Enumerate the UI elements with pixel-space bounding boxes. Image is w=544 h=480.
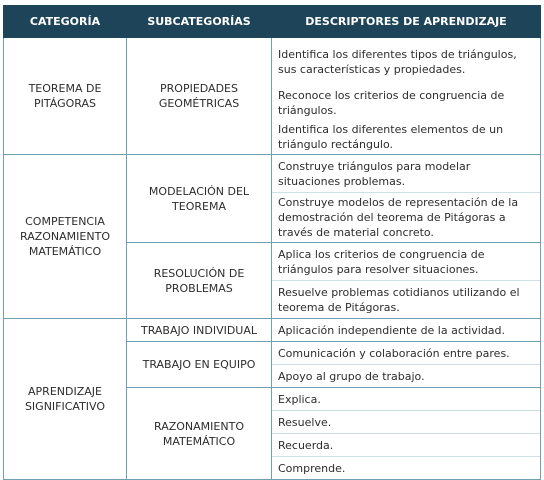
table-row [4,38,541,87]
table-row [4,155,541,193]
descriptor-cell: Construye triángulos para modelar situaciones problemas. [272,155,541,193]
descriptor-cell: Aplicación independiente de la actividad. [272,319,541,342]
descriptor-cell: Explica. [272,388,541,411]
descriptor-cell: Identifica los diferentes elementos de un triángulo rectángulo. [272,120,541,155]
subcategory-cell: RAZONAMIENTO MATEMÁTICO [127,388,272,480]
category-cell: COMPETENCIA RAZONAMIENTO MATEMÁTICO [4,155,127,319]
descriptor-cell: Resuelve. [272,411,541,434]
descriptor-cell: Apoyo al grupo de trabajo. [272,365,541,388]
subcategory-cell: TRABAJO EN EQUIPO [127,342,272,388]
table-container [3,5,541,480]
category-cell: APRENDIZAJE SIGNIFICATIVO [4,319,127,480]
learning-descriptors-table [3,5,541,480]
category-cell: TEOREMA DE PITÁGORAS [4,38,127,155]
descriptor-cell: Recuerda. [272,434,541,457]
subcategory-cell: TRABAJO INDIVIDUAL [127,319,272,342]
header-categoria: CATEGORÍA [4,6,127,38]
header-subcategorias: SUBCATEGORÍAS [127,6,272,38]
descriptor-cell: Aplica los criterios de congruencia de triángulos para resolver situaciones. [272,243,541,281]
descriptor-cell: Comunicación y colaboración entre pares. [272,342,541,365]
descriptor-cell: Identifica los diferentes tipos de triángulos, sus características y propiedades. [272,38,541,87]
subcategory-cell: PROPIEDADES GEOMÉTRICAS [127,38,272,155]
descriptor-cell: Comprende. [272,457,541,480]
descriptor-cell: Reconoce los criterios de congruencia de triángulos. [272,86,541,120]
subcategory-cell: RESOLUCIÓN DE PROBLEMAS [127,243,272,319]
table-row [4,319,541,342]
header-row [4,6,541,38]
descriptor-cell: Construye modelos de representación de la demostración del teorema de Pitágoras a través de material concreto. [272,193,541,243]
header-descriptores: DESCRIPTORES DE APRENDIZAJE [272,6,541,38]
descriptor-cell: Resuelve problemas cotidianos utilizando el teorema de Pitágoras. [272,281,541,319]
subcategory-cell: MODELACIÓN DEL TEOREMA [127,155,272,243]
